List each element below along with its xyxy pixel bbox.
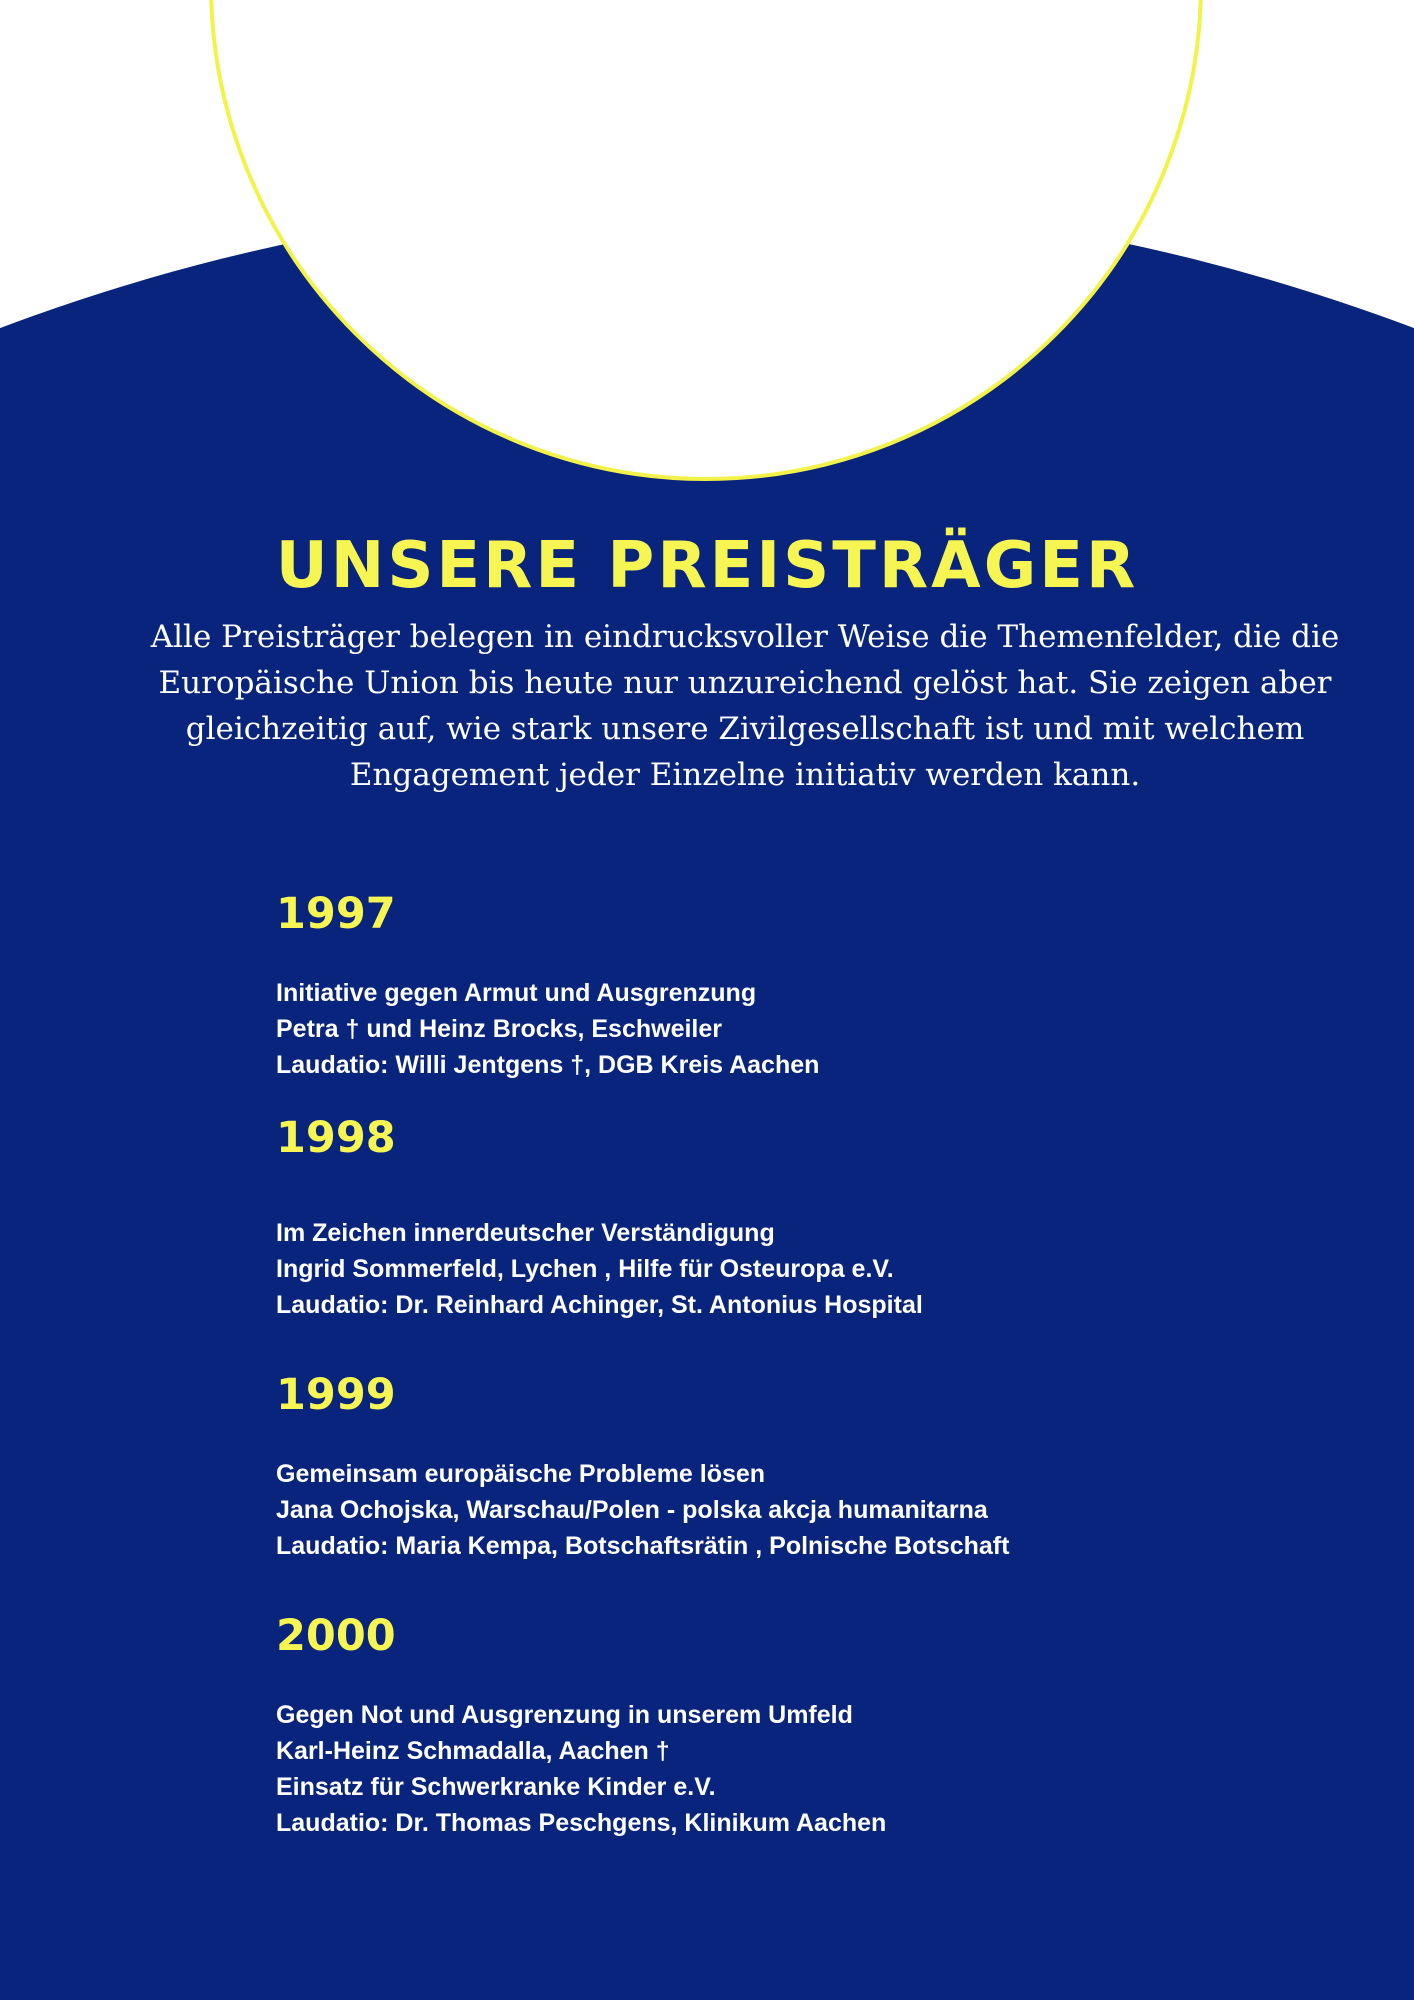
award-entry-1999: [276, 1365, 1009, 1564]
award-details: [276, 1697, 886, 1841]
award-year: 1999: [276, 1370, 396, 1420]
award-line: Jana Ochojska, Warschau/Polen - polska akcja humanitarna: [276, 1496, 988, 1524]
award-entry-1998: [276, 1108, 923, 1323]
award-details: [276, 1456, 1009, 1564]
award-line: Im Zeichen innerdeutscher Verständigung: [276, 1219, 775, 1247]
award-line: Einsatz für Schwerkranke Kinder e.V.: [276, 1773, 716, 1801]
award-line: Ingrid Sommerfeld, Lychen , Hilfe für Osteuropa e.V.: [276, 1255, 894, 1283]
award-year: 1998: [276, 1113, 396, 1163]
award-line: Petra † und Heinz Brocks, Eschweiler: [276, 1015, 722, 1043]
award-year: 1997: [276, 889, 396, 939]
award-entry-2000: [276, 1606, 886, 1841]
award-details: [276, 975, 819, 1083]
award-line: Gegen Not und Ausgrenzung in unserem Umfeld: [276, 1701, 853, 1729]
award-line: Laudatio: Dr. Reinhard Achinger, St. Antonius Hospital: [276, 1291, 923, 1319]
award-year: 2000: [276, 1611, 396, 1661]
award-details: [276, 1215, 923, 1323]
page-title: UNSERE PREISTRÄGER: [275, 529, 1139, 603]
award-line: Laudatio: Dr. Thomas Peschgens, Klinikum Aachen: [276, 1809, 887, 1837]
award-entry-1997: [276, 884, 819, 1083]
award-line: Laudatio: Willi Jentgens †, DGB Kreis Aachen: [276, 1051, 820, 1079]
award-line: Gemeinsam europäische Probleme lösen: [276, 1460, 766, 1488]
award-line: Laudatio: Maria Kempa, Botschaftsrätin , Polnische Botschaft: [276, 1532, 1010, 1560]
award-line: Initiative gegen Armut und Ausgrenzung: [276, 979, 757, 1007]
intro-text: Alle Preisträger belegen in eindrucksvoller Weise die Themenfelder, die die Europäische Union bis heute nur unzureichend gelöst hat. Sie zeigen aber gleichzeitig auf, wie stark unsere Zivilgesellschaft ist und mit welchem Engagement jeder Einzelne initiativ werden kann.: [150, 619, 1340, 793]
award-line: Karl-Heinz Schmadalla, Aachen †: [276, 1737, 670, 1765]
